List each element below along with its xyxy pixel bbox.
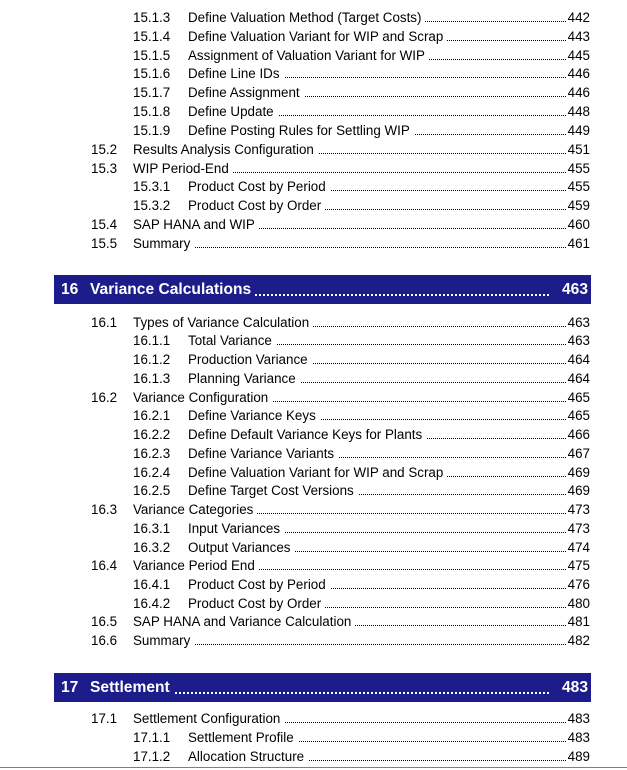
entry-page: 448 (567, 104, 590, 119)
toc-entry (0, 519, 627, 538)
entry-page: 464 (567, 371, 590, 386)
entry-number: 16.2.5 (133, 483, 171, 498)
toc-entry (0, 102, 627, 121)
page-bottom-rule (0, 767, 627, 768)
entry-number: 15.3 (91, 161, 118, 176)
toc-entry (0, 612, 627, 631)
entry-page: 442 (567, 10, 590, 25)
entry-number: 15.1.4 (133, 29, 171, 44)
toc-entry (0, 83, 627, 102)
entry-page: 482 (567, 633, 590, 648)
entry-page: 475 (567, 558, 590, 573)
toc-entry (0, 709, 627, 728)
entry-label: SAP HANA and Variance Calculation (133, 612, 566, 631)
entry-label: Assignment of Valuation Variant for WIP (188, 46, 566, 65)
entry-page: 459 (567, 198, 590, 213)
chapter-number: 17 (61, 679, 79, 696)
entry-label: Define Variance Keys (188, 406, 566, 425)
entry-label: Define Assignment (188, 83, 566, 102)
entry-number: 15.1.7 (133, 85, 171, 100)
toc-entry (0, 631, 627, 650)
toc-entry (0, 425, 627, 444)
toc-entry (0, 388, 627, 407)
toc-entry (0, 46, 627, 65)
entry-label: Allocation Structure (188, 747, 566, 766)
entry-label: Product Cost by Period (188, 575, 566, 594)
entry-page: 460 (567, 217, 590, 232)
entry-number: 16.3.1 (133, 521, 171, 536)
entry-page: 445 (567, 48, 590, 63)
toc-entry (0, 196, 627, 215)
entry-number: 16.4.1 (133, 577, 171, 592)
entry-page: 465 (567, 390, 590, 405)
entry-number: 16.2.2 (133, 427, 171, 442)
entry-page: 483 (567, 730, 590, 745)
entry-number: 15.1.6 (133, 66, 171, 81)
toc-entry (0, 747, 627, 766)
entry-label: Total Variance (188, 331, 566, 350)
entry-label: Define Line IDs (188, 64, 566, 83)
entry-number: 16.1.1 (133, 333, 171, 348)
entry-label: Define Valuation Variant for WIP and Scrap (188, 27, 566, 46)
entry-page: 463 (567, 315, 590, 330)
toc-entry (0, 234, 627, 253)
entry-label: Product Cost by Period (188, 177, 566, 196)
entry-number: 16.1 (91, 315, 118, 330)
toc-entry (0, 8, 627, 27)
entry-page: 489 (567, 749, 590, 764)
entry-label: Settlement Configuration (133, 709, 566, 728)
entry-number: 16.1.3 (133, 371, 171, 386)
entry-page: 451 (567, 142, 590, 157)
toc-entry (0, 463, 627, 482)
entry-label: Types of Variance Calculation (133, 313, 566, 332)
toc-entry (0, 406, 627, 425)
entry-label: Results Analysis Configuration (133, 140, 566, 159)
entry-page: 469 (567, 483, 590, 498)
entry-label: Variance Period End (133, 556, 566, 575)
entry-number: 16.3.2 (133, 540, 171, 555)
chapter-heading (54, 275, 591, 304)
dot-leader (133, 644, 566, 645)
entry-number: 16.6 (91, 633, 118, 648)
toc-entry (0, 444, 627, 463)
entry-page: 480 (567, 596, 590, 611)
entry-label: WIP Period-End (133, 159, 566, 178)
toc-entry (0, 350, 627, 369)
entry-number: 15.1.5 (133, 48, 171, 63)
entry-page: 467 (567, 446, 590, 461)
entry-page: 473 (567, 502, 590, 517)
toc-entry (0, 538, 627, 557)
entry-number: 16.3 (91, 502, 118, 517)
toc-entry (0, 215, 627, 234)
entry-page: 474 (567, 540, 590, 555)
toc-entry (0, 64, 627, 83)
entry-label: Define Valuation Variant for WIP and Scrap (188, 463, 566, 482)
entry-number: 15.1.9 (133, 123, 171, 138)
entry-page: 483 (567, 711, 590, 726)
entry-number: 15.4 (91, 217, 118, 232)
entry-label: Production Variance (188, 350, 566, 369)
toc-entry (0, 481, 627, 500)
entry-page: 464 (567, 352, 590, 367)
entry-number: 16.4.2 (133, 596, 171, 611)
entry-label: Define Update (188, 102, 566, 121)
entry-page: 473 (567, 521, 590, 536)
entry-label: Product Cost by Order (188, 594, 566, 613)
toc-entry (0, 159, 627, 178)
entry-label: Summary (133, 631, 566, 650)
toc-entry (0, 313, 627, 332)
dot-leader (133, 247, 566, 248)
entry-number: 15.5 (91, 236, 118, 251)
entry-page: 481 (567, 614, 590, 629)
entry-page: 476 (567, 577, 590, 592)
entry-number: 17.1 (91, 711, 118, 726)
entry-number: 16.2.4 (133, 465, 171, 480)
entry-label: Define Target Cost Versions (188, 481, 566, 500)
entry-number: 17.1.1 (133, 730, 171, 745)
entry-label: Define Posting Rules for Settling WIP (188, 121, 566, 140)
toc-entry (0, 575, 627, 594)
entry-label: Input Variances (188, 519, 566, 538)
entry-page: 465 (567, 408, 590, 423)
entry-number: 16.2.3 (133, 446, 171, 461)
toc-entry (0, 594, 627, 613)
entry-page: 455 (567, 161, 590, 176)
entry-number: 15.1.8 (133, 104, 171, 119)
entry-label: Settlement Profile (188, 728, 566, 747)
entry-number: 17.1.2 (133, 749, 171, 764)
chapter-title: Settlement (90, 673, 549, 702)
entry-number: 16.2.1 (133, 408, 171, 423)
entry-page: 461 (567, 236, 590, 251)
entry-page: 443 (567, 29, 590, 44)
entry-label: Variance Configuration (133, 388, 566, 407)
entry-number: 15.2 (91, 142, 118, 157)
entry-number: 16.2 (91, 390, 118, 405)
entry-number: 16.1.2 (133, 352, 171, 367)
entry-number: 15.3.2 (133, 198, 171, 213)
chapter-page: 463 (561, 281, 588, 298)
entry-page: 446 (567, 66, 590, 81)
entry-number: 16.4 (91, 558, 118, 573)
chapter-title: Variance Calculations (90, 275, 549, 304)
entry-label: Output Variances (188, 538, 566, 557)
entry-label: SAP HANA and WIP (133, 215, 566, 234)
entry-label: Define Valuation Method (Target Costs) (188, 8, 566, 27)
toc-entry (0, 27, 627, 46)
entry-label: Planning Variance (188, 369, 566, 388)
entry-number: 15.1.3 (133, 10, 171, 25)
toc-entry (0, 556, 627, 575)
entry-label: Product Cost by Order (188, 196, 566, 215)
toc-entry (0, 500, 627, 519)
entry-number: 15.3.1 (133, 179, 171, 194)
entry-page: 455 (567, 179, 590, 194)
toc-entry (0, 331, 627, 350)
entry-page: 463 (567, 333, 590, 348)
entry-page: 449 (567, 123, 590, 138)
entry-page: 446 (567, 85, 590, 100)
toc-entry (0, 728, 627, 747)
chapter-heading (54, 673, 591, 702)
toc-entry (0, 140, 627, 159)
entry-label: Define Default Variance Keys for Plants (188, 425, 566, 444)
toc-entry (0, 369, 627, 388)
chapter-number: 16 (61, 281, 79, 298)
entry-label: Define Variance Variants (188, 444, 566, 463)
entry-page: 469 (567, 465, 590, 480)
toc-entry (0, 121, 627, 140)
entry-number: 16.5 (91, 614, 118, 629)
entry-page: 466 (567, 427, 590, 442)
toc-entry (0, 177, 627, 196)
entry-label: Summary (133, 234, 566, 253)
chapter-page: 483 (561, 679, 588, 696)
entry-label: Variance Categories (133, 500, 566, 519)
